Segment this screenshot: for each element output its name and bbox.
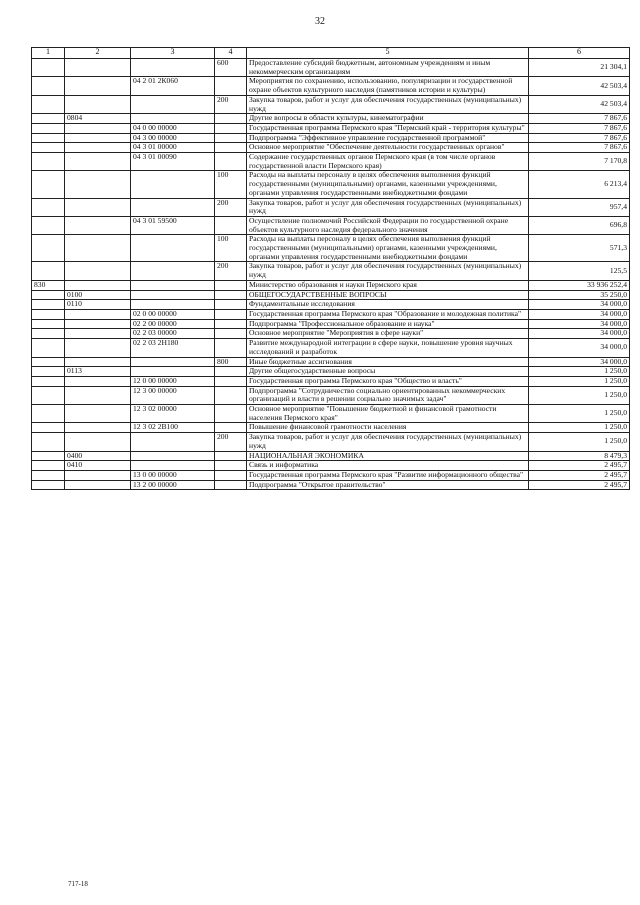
amount: 1 250,0: [529, 367, 630, 377]
expense-owner-code: [32, 123, 65, 133]
amount: 1 250,0: [529, 433, 630, 451]
target-article-code: [131, 262, 215, 280]
item-description: Государственная программа Пермского края "Пермский край - территория культуры": [247, 123, 529, 133]
expense-owner-code: [32, 309, 65, 319]
item-description: Государственная программа Пермского края "Общество и власть": [247, 376, 529, 386]
amount: 696,8: [529, 216, 630, 234]
expense-owner-code: [32, 114, 65, 124]
target-article-code: [131, 114, 215, 124]
table-row: [32, 95, 630, 113]
expense-type-code: [215, 480, 247, 490]
table-row: [32, 319, 630, 329]
item-description: Основное мероприятие "Мероприятия в сфере науки": [247, 329, 529, 339]
expense-type-code: 200: [215, 95, 247, 113]
target-article-code: 12 3 02 00000: [131, 405, 215, 423]
table-row: [32, 405, 630, 423]
table-row: [32, 133, 630, 143]
expense-owner-code: [32, 339, 65, 357]
section-code: [65, 171, 131, 198]
section-code: 0113: [65, 367, 131, 377]
table-row: [32, 386, 630, 404]
item-description: Государственная программа Пермского края "Развитие информационного общества": [247, 470, 529, 480]
amount: 7 867,6: [529, 143, 630, 153]
table-row: [32, 423, 630, 433]
table-row: [32, 480, 630, 490]
amount: 8 479,3: [529, 451, 630, 461]
expense-type-code: [215, 386, 247, 404]
expense-type-code: [215, 290, 247, 300]
expense-owner-code: [32, 198, 65, 216]
section-code: 0400: [65, 451, 131, 461]
expense-owner-code: [32, 95, 65, 113]
expense-owner-code: [32, 153, 65, 171]
expense-owner-code: [32, 319, 65, 329]
table-row: [32, 198, 630, 216]
target-article-code: [131, 235, 215, 262]
section-code: [65, 376, 131, 386]
item-description: Содержание государственных органов Пермского края (в том числе органов государственной власти Пермского края): [247, 153, 529, 171]
target-article-code: [131, 290, 215, 300]
amount: 34 000,0: [529, 339, 630, 357]
item-description: Закупка товаров, работ и услуг для обеспечения государственных (муниципальных) нужд: [247, 262, 529, 280]
section-code: [65, 423, 131, 433]
amount: 34 000,0: [529, 319, 630, 329]
table-row: [32, 59, 630, 77]
expense-type-code: [215, 133, 247, 143]
expense-type-code: [215, 367, 247, 377]
expense-owner-code: [32, 262, 65, 280]
expense-owner-code: [32, 386, 65, 404]
item-description: Фундаментальные исследования: [247, 300, 529, 310]
section-code: 0804: [65, 114, 131, 124]
expense-type-code: [215, 77, 247, 95]
table-row: [32, 309, 630, 319]
item-description: Закупка товаров, работ и услуг для обеспечения государственных (муниципальных) нужд: [247, 433, 529, 451]
target-article-code: [131, 451, 215, 461]
target-article-code: 02 2 03 2Н180: [131, 339, 215, 357]
expense-owner-code: [32, 77, 65, 95]
table-row: [32, 216, 630, 234]
amount: 21 304,1: [529, 59, 630, 77]
table-row: [32, 470, 630, 480]
table-row: [32, 77, 630, 95]
expense-owner-code: [32, 357, 65, 367]
expense-owner-code: [32, 216, 65, 234]
expense-owner-code: [32, 171, 65, 198]
section-code: [65, 339, 131, 357]
section-code: 0410: [65, 461, 131, 471]
item-description: Иные бюджетные ассигнования: [247, 357, 529, 367]
expense-owner-code: [32, 300, 65, 310]
expense-owner-code: [32, 451, 65, 461]
amount: 34 000,0: [529, 329, 630, 339]
item-description: Закупка товаров, работ и услуг для обеспечения государственных (муниципальных) нужд: [247, 198, 529, 216]
table-row: [32, 153, 630, 171]
table-row: [32, 433, 630, 451]
amount: 2 495,7: [529, 480, 630, 490]
expense-owner-code: [32, 376, 65, 386]
item-description: Повышение финансовой грамотности населения: [247, 423, 529, 433]
item-description: Министерство образования и науки Пермского края: [247, 280, 529, 290]
amount: 42 503,4: [529, 95, 630, 113]
item-description: Связь и информатика: [247, 461, 529, 471]
section-code: [65, 262, 131, 280]
target-article-code: [131, 280, 215, 290]
table-row: [32, 357, 630, 367]
table-row: [32, 143, 630, 153]
section-code: [65, 329, 131, 339]
section-code: [65, 143, 131, 153]
target-article-code: 04 3 01 59500: [131, 216, 215, 234]
amount: 7 867,6: [529, 114, 630, 124]
section-code: [65, 405, 131, 423]
amount: 34 000,0: [529, 300, 630, 310]
section-code: [65, 216, 131, 234]
column-header-4: 4: [215, 48, 247, 59]
expense-type-code: [215, 319, 247, 329]
amount: 42 503,4: [529, 77, 630, 95]
target-article-code: [131, 95, 215, 113]
amount: 33 936 252,4: [529, 280, 630, 290]
section-code: [65, 433, 131, 451]
item-description: Подпрограмма "Открытое правительство": [247, 480, 529, 490]
table-row: [32, 339, 630, 357]
expense-owner-code: [32, 405, 65, 423]
item-description: Основное мероприятие "Обеспечение деятельности государственных органов": [247, 143, 529, 153]
table-row: [32, 290, 630, 300]
item-description: НАЦИОНАЛЬНАЯ ЭКОНОМИКА: [247, 451, 529, 461]
item-description: Предоставление субсидий бюджетным, автономным учреждениям и иным некоммерческим организациям: [247, 59, 529, 77]
expense-type-code: [215, 405, 247, 423]
section-code: [65, 319, 131, 329]
item-description: Подпрограмма "Эффективное управление государственной программой": [247, 133, 529, 143]
expense-type-code: 100: [215, 235, 247, 262]
item-description: Расходы на выплаты персоналу в целях обеспечения выполнения функций государственными (муниципальными) органами, казенными учреждениями, органами управления государственными внебюджетными фондами: [247, 171, 529, 198]
amount: 7 867,6: [529, 123, 630, 133]
expense-owner-code: 830: [32, 280, 65, 290]
table-row: [32, 376, 630, 386]
column-header-row: [32, 48, 630, 59]
expense-type-code: [215, 280, 247, 290]
expense-owner-code: [32, 470, 65, 480]
expense-type-code: 800: [215, 357, 247, 367]
expense-owner-code: [32, 133, 65, 143]
amount: 35 250,0: [529, 290, 630, 300]
expense-type-code: [215, 329, 247, 339]
table-row: [32, 300, 630, 310]
amount: 1 250,0: [529, 386, 630, 404]
target-article-code: [131, 198, 215, 216]
item-description: Закупка товаров, работ и услуг для обеспечения государственных (муниципальных) нужд: [247, 95, 529, 113]
expense-type-code: 200: [215, 433, 247, 451]
section-code: [65, 357, 131, 367]
amount: 7 867,6: [529, 133, 630, 143]
section-code: [65, 480, 131, 490]
item-description: Другие общегосударственные вопросы: [247, 367, 529, 377]
item-description: Другие вопросы в области культуры, кинематографии: [247, 114, 529, 124]
target-article-code: [131, 433, 215, 451]
target-article-code: [131, 300, 215, 310]
expense-owner-code: [32, 290, 65, 300]
target-article-code: [131, 357, 215, 367]
amount: 7 170,8: [529, 153, 630, 171]
expense-type-code: [215, 451, 247, 461]
item-description: Мероприятия по сохранению, использованию, популяризации и государственной охране объектов культурного наследия (памятников истории и культуры): [247, 77, 529, 95]
column-header-5: 5: [247, 48, 529, 59]
expense-owner-code: [32, 461, 65, 471]
amount: 957,4: [529, 198, 630, 216]
section-code: [65, 123, 131, 133]
item-description: Подпрограмма "Профессиональное образование и наука": [247, 319, 529, 329]
table-row: [32, 329, 630, 339]
budget-table: [31, 47, 630, 490]
section-code: 0100: [65, 290, 131, 300]
target-article-code: [131, 59, 215, 77]
amount: 571,3: [529, 235, 630, 262]
table-row: [32, 367, 630, 377]
section-code: [65, 235, 131, 262]
column-header-6: 6: [529, 48, 630, 59]
expense-type-code: 600: [215, 59, 247, 77]
section-code: [65, 280, 131, 290]
target-article-code: 04 3 00 00000: [131, 133, 215, 143]
target-article-code: 04 0 00 00000: [131, 123, 215, 133]
table-row: [32, 461, 630, 471]
item-description: Государственная программа Пермского края "Образование и молодежная политика": [247, 309, 529, 319]
table-row: [32, 171, 630, 198]
table-row: [32, 280, 630, 290]
target-article-code: 12 3 00 00000: [131, 386, 215, 404]
item-description: Основное мероприятие "Повышение бюджетной и финансовой грамотности населения Пермского края": [247, 405, 529, 423]
expense-owner-code: [32, 143, 65, 153]
section-code: 0110: [65, 300, 131, 310]
amount: 6 213,4: [529, 171, 630, 198]
section-code: [65, 95, 131, 113]
table-row: [32, 235, 630, 262]
target-article-code: 12 0 00 00000: [131, 376, 215, 386]
item-description: Расходы на выплаты персоналу в целях обеспечения выполнения функций государственными (муниципальными) органами, казенными учреждениями, органами управления государственными внебюджетными фондами: [247, 235, 529, 262]
expense-type-code: [215, 309, 247, 319]
column-header-3: 3: [131, 48, 215, 59]
target-article-code: [131, 171, 215, 198]
target-article-code: 13 0 00 00000: [131, 470, 215, 480]
target-article-code: [131, 367, 215, 377]
expense-type-code: [215, 470, 247, 480]
target-article-code: 04 3 01 00090: [131, 153, 215, 171]
expense-owner-code: [32, 329, 65, 339]
expense-type-code: [215, 153, 247, 171]
expense-type-code: [215, 376, 247, 386]
expense-owner-code: [32, 235, 65, 262]
target-article-code: 13 2 00 00000: [131, 480, 215, 490]
target-article-code: 02 2 03 00000: [131, 329, 215, 339]
section-code: [65, 309, 131, 319]
item-description: Осуществление полномочий Российской Федерации по государственной охране объектов культурного наследия федерального значения: [247, 216, 529, 234]
amount: 1 250,0: [529, 423, 630, 433]
target-article-code: 04 3 01 00000: [131, 143, 215, 153]
expense-type-code: [215, 461, 247, 471]
expense-type-code: 100: [215, 171, 247, 198]
section-code: [65, 77, 131, 95]
expense-type-code: [215, 114, 247, 124]
target-article-code: 12 3 02 2В100: [131, 423, 215, 433]
expense-owner-code: [32, 367, 65, 377]
table-row: [32, 123, 630, 133]
item-description: ОБЩЕГОСУДАРСТВЕННЫЕ ВОПРОСЫ: [247, 290, 529, 300]
expense-type-code: 200: [215, 262, 247, 280]
expense-owner-code: [32, 423, 65, 433]
section-code: [65, 198, 131, 216]
footer-code: 717-18: [68, 880, 88, 888]
section-code: [65, 386, 131, 404]
section-code: [65, 59, 131, 77]
item-description: Развитие международной интеграции в сфере науки, повышение уровня научных исследований и разработок: [247, 339, 529, 357]
expense-type-code: [215, 300, 247, 310]
section-code: [65, 470, 131, 480]
amount: 125,5: [529, 262, 630, 280]
budget-table-body: [32, 48, 630, 490]
expense-type-code: [215, 216, 247, 234]
expense-type-code: [215, 339, 247, 357]
expense-type-code: 200: [215, 198, 247, 216]
table-row: [32, 262, 630, 280]
expense-owner-code: [32, 480, 65, 490]
expense-owner-code: [32, 433, 65, 451]
expense-type-code: [215, 123, 247, 133]
amount: 2 495,7: [529, 461, 630, 471]
amount: 1 250,0: [529, 405, 630, 423]
column-header-2: 2: [65, 48, 131, 59]
expense-type-code: [215, 143, 247, 153]
expense-owner-code: [32, 59, 65, 77]
target-article-code: 02 2 00 00000: [131, 319, 215, 329]
section-code: [65, 133, 131, 143]
expense-type-code: [215, 423, 247, 433]
section-code: [65, 153, 131, 171]
target-article-code: [131, 461, 215, 471]
column-header-1: 1: [32, 48, 65, 59]
amount: 34 000,0: [529, 309, 630, 319]
target-article-code: 04 2 01 2К060: [131, 77, 215, 95]
amount: 1 250,0: [529, 376, 630, 386]
page-number: 32: [315, 16, 325, 27]
table-row: [32, 451, 630, 461]
table-row: [32, 114, 630, 124]
amount: 2 495,7: [529, 470, 630, 480]
target-article-code: 02 0 00 00000: [131, 309, 215, 319]
item-description: Подпрограмма "Сотрудничество социально ориентированных некоммерческих организаций и власти в решении социально значимых задач": [247, 386, 529, 404]
amount: 34 000,0: [529, 357, 630, 367]
